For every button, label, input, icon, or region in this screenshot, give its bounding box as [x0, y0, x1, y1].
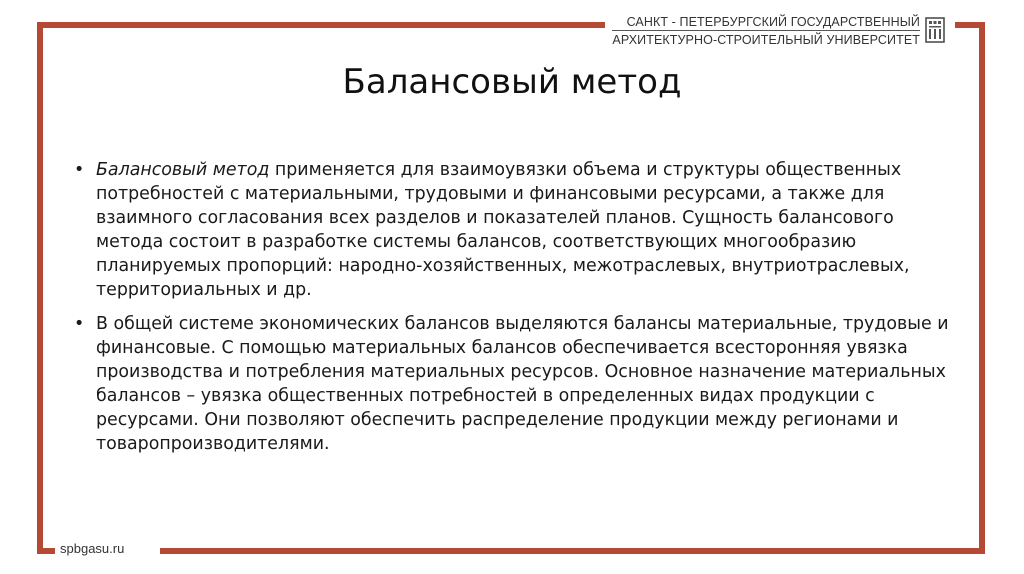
bullet-dot: • [74, 160, 85, 180]
university-name [612, 14, 920, 48]
slide-title: Балансовый метод [342, 62, 682, 102]
bullet-text: применяется для взаимоувязки объема и структуры общественных потребностей с материальными, трудовыми и финансовыми ресурсами, а также для взаимного согласования всех разделов и показателей планов. Сущность балансового метода состоит в разработке системы балансов, соответствующих многообразию планируемых пропорций: народно-хозяйственных, межотраслевых, внутриотраслевых, территориальных и др. [96, 160, 910, 300]
bullet-item [72, 312, 952, 456]
university-name-line1: САНКТ - ПЕТЕРБУРГСКИЙ ГОСУДАРСТВЕННЫЙ [626, 15, 920, 29]
university-emblem-icon [925, 17, 945, 43]
bullet-item [72, 158, 952, 302]
bullet-text: В общей системе экономических балансов выделяются балансы материальные, трудовые и финансовые. С помощью материальных балансов обеспечивается всесторонняя увязка производства и потребления материальных ресурсов. Основное назначение материальных балансов – увязка общественных потребностей в определенных видах продукции с ресурсами. Они позволяют обеспечить распределение продукции между регионами и товаропроизводителями. [96, 314, 949, 454]
slide-content [72, 158, 952, 466]
frame-bottom-border [160, 548, 985, 554]
university-name-line2: АРХИТЕКТУРНО-СТРОИТЕЛЬНЫЙ УНИВЕРСИТЕТ [612, 30, 920, 48]
footer-site-link[interactable]: spbgasu.ru [60, 541, 125, 556]
bullet-dot: • [74, 314, 85, 334]
frame-top-border [37, 22, 605, 28]
frame-bottom-left-border [37, 548, 55, 554]
bullet-lead-term: Балансовый метод [96, 160, 270, 180]
